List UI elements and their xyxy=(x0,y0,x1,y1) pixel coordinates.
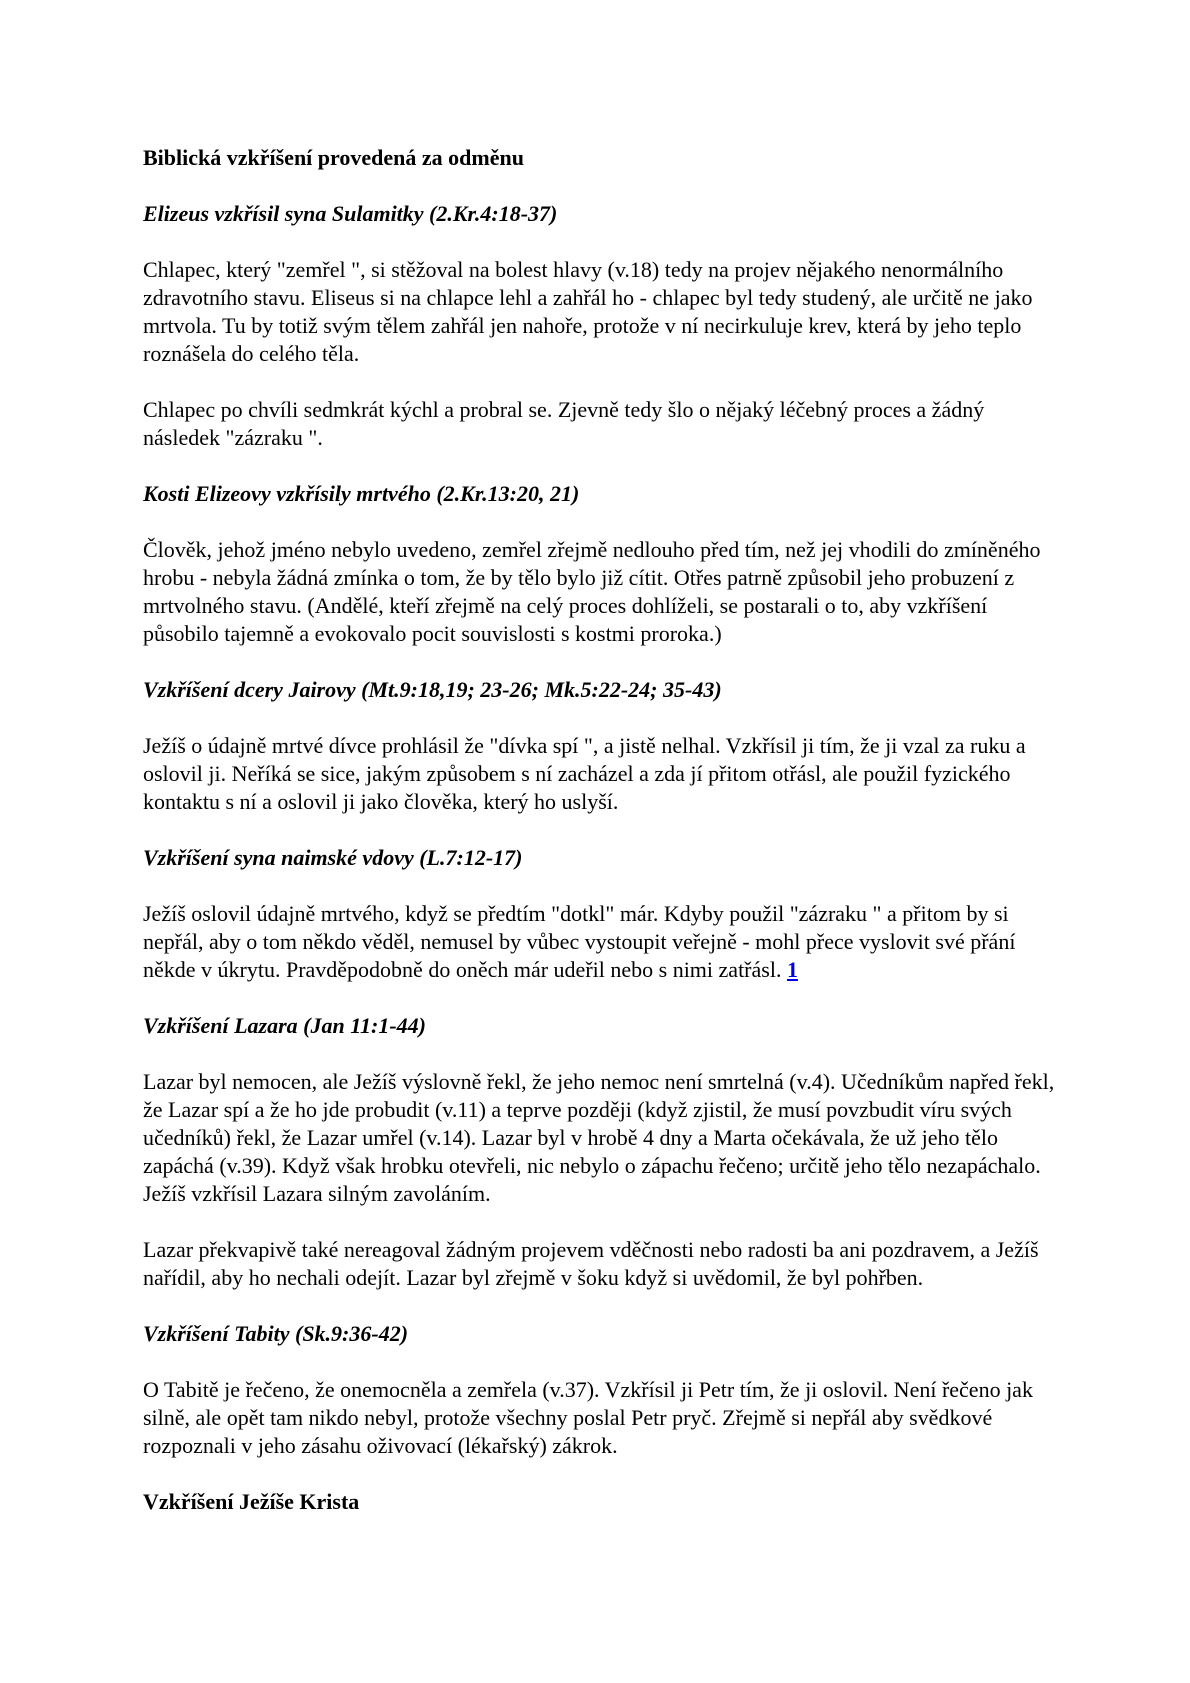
footnote-link[interactable]: 1 xyxy=(786,957,798,982)
paragraph-text: Ježíš oslovil údajně mrtvého, když se předtím "dotkl" már. Kdyby použil "zázraku " a přitom by si nepřál, aby o tom někdo věděl, nemusel by vůbec vystoupit veřejně - mohl přece vyslovit své přání někde v úkrytu. Pravděpodobně do oněch már udeřil nebo s nimi zatřásl. xyxy=(143,901,1016,982)
section-heading-lazar: Vzkříšení Lazara (Jan 11:1-44) xyxy=(143,1013,426,1038)
document-page xyxy=(143,128,1063,1516)
paragraph: Lazar byl nemocen, ale Ježíš výslovně řekl, že jeho nemoc není smrtelná (v.4). Učedníkům napřed řekl, že Lazar spí a že ho jde probudit (v.11) a teprve později (když zjistil, že musí povzbudit víru svých učedníků) řekl, že Lazar umřel (v.14). Lazar byl v hrobě 4 dny a Marta očekávala, že už jeho tělo zapáchá (v.39). Když však hrobku otevřeli, nic nebylo o zápachu řečeno; určitě jeho tělo nezapáchalo. Ježíš vzkřísil Lazara silným zavoláním. xyxy=(143,1069,1055,1206)
paragraph: Ježíš o údajně mrtvé dívce prohlásil že "dívka spí ", a jistě nelhal. Vzkřísil ji tím, že ji vzal za ruku a oslovil ji. Neříká se sice, jakým způsobem s ní zacházel a zda jí přitom otřásl, ale použil fyzického kontaktu s ní a oslovil ji jako člověka, který ho uslyší. xyxy=(143,733,1026,814)
paragraph: Člověk, jehož jméno nebylo uvedeno, zemřel zřejmě nedlouho před tím, než jej vhodili do zmíněného hrobu - nebyla žádná zmínka o tom, že by tělo bylo již cítit. Otřes patrně způsobil jeho probuzení z mrtvolného stavu. (Andělé, kteří zřejmě na celý proces dohlíželi, se postarali o to, aby vzkříšení působilo tajemně a evokovalo pocit souvislosti s kostmi proroka.) xyxy=(143,537,1041,646)
section-heading-kosti: Kosti Elizeovy vzkřísily mrtvého (2.Kr.13:20, 21) xyxy=(143,481,580,506)
paragraph: Lazar překvapivě také nereagoval žádným projevem vděčnosti nebo radosti ba ani pozdravem, a Ježíš nařídil, aby ho nechali odejít. Lazar byl zřejmě v šoku když si uvědomil, že byl pohřben. xyxy=(143,1237,1039,1290)
paragraph: O Tabitě je řečeno, že onemocněla a zemřela (v.37). Vzkřísil ji Petr tím, že ji oslovil. Není řečeno jak silně, ale opět tam nikdo nebyl, protože všechny poslal Petr pryč. Zřejmě si nepřál aby svědkové rozpoznali v jeho zásahu oživovací (lékařský) zákrok. xyxy=(143,1377,1033,1458)
final-heading: Vzkříšení Ježíše Krista xyxy=(143,1489,360,1514)
paragraph: Chlapec po chvíli sedmkrát kýchl a probral se. Zjevně tedy šlo o nějaký léčebný proces a žádný následek "zázraku ". xyxy=(143,397,985,450)
paragraph-with-footnote xyxy=(143,900,1063,984)
paragraph: Chlapec, který "zemřel ", si stěžoval na bolest hlavy (v.18) tedy na projev nějakého nenormálního zdravotního stavu. Eliseus si na chlapce lehl a zahřál ho - chlapec byl tedy studený, ale určitě ne jako mrtvola. Tu by totiž svým tělem zahřál jen nahoře, protože v ní necirkuluje krev, která by jeho teplo roznášela do celého těla. xyxy=(143,257,1033,366)
section-heading-naimske-vdovy: Vzkříšení syna naimské vdovy (L.7:12-17) xyxy=(143,845,523,870)
section-heading-tabita: Vzkříšení Tabity (Sk.9:36-42) xyxy=(143,1321,409,1346)
section-heading-elizeus: Elizeus vzkřísil syna Sulamitky (2.Kr.4:18-37) xyxy=(143,201,558,226)
document-title: Biblická vzkříšení provedená za odměnu xyxy=(143,145,524,170)
section-heading-jairova: Vzkříšení dcery Jairovy (Mt.9:18,19; 23-26; Mk.5:22-24; 35-43) xyxy=(143,677,722,702)
